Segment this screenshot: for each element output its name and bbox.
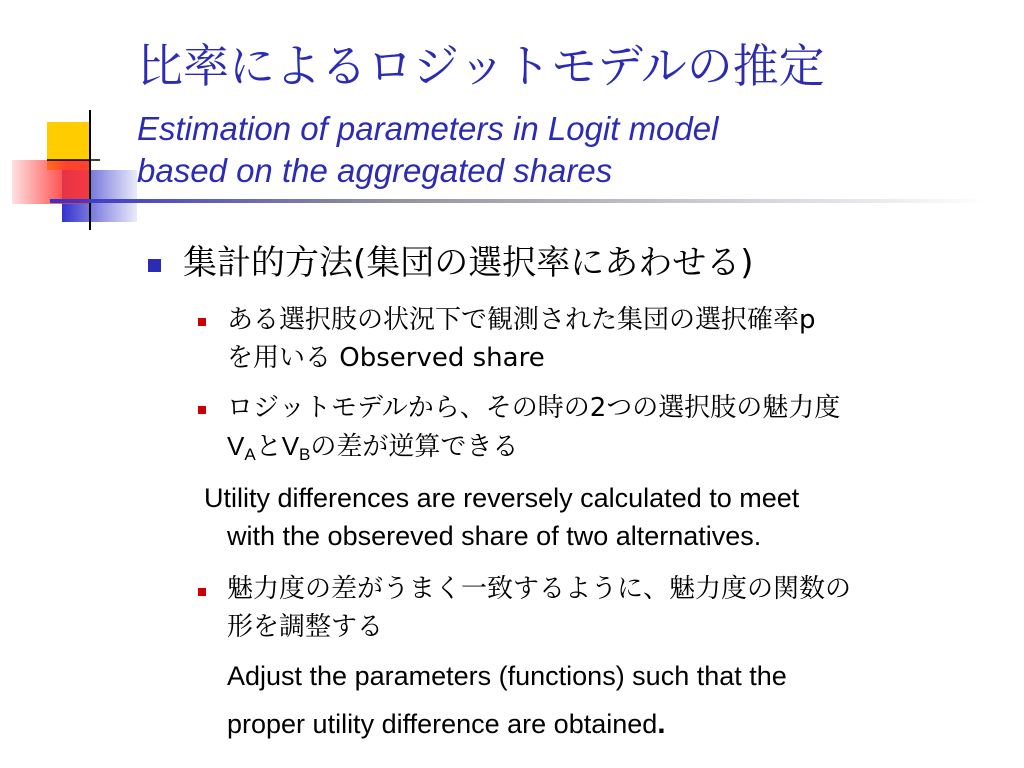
- title-underline: [50, 199, 990, 203]
- sub-bullet-1-line-1: ある選択肢の状況下で観測された集団の選択確率p: [227, 305, 816, 335]
- note-2-line-1: Adjust the parameters (functions) such that the: [227, 661, 787, 691]
- slide-title: 比率によるロジットモデルの推定: [137, 39, 825, 93]
- sub-bullet-2-icon: [198, 406, 206, 414]
- sub-bullet-3-icon: [198, 588, 206, 596]
- sub-bullet-2-line-1: ロジットモデルから、その時の2つの選択肢の魅力度: [227, 393, 841, 423]
- sub-bullet-3-line-2: 形を調整する: [227, 612, 384, 642]
- note-1-line-1: Utility differences are reversely calculated to meet: [204, 483, 800, 513]
- sub-bullet-3-line-1: 魅力度の差がうまく一致するように、魅力度の関数の: [227, 574, 852, 604]
- note-1-line-2: with the obsereved share of two alternatives.: [227, 521, 762, 551]
- slide-subtitle: [137, 108, 718, 192]
- red-square: [12, 160, 90, 204]
- main-bullet-text: 集計的方法(集団の選択率にあわせる): [183, 243, 754, 283]
- subtitle-line-1: Estimation of parameters in Logit model: [137, 110, 719, 147]
- note-2-line-2: proper utility difference are obtained.: [227, 707, 666, 740]
- subtitle-line-2: based on the aggregated shares: [137, 152, 613, 189]
- sub-bullet-2-line-2: $V_A$と$V_B$の差が逆算できる: [227, 431, 519, 464]
- main-bullet-icon: [148, 259, 161, 272]
- corner-decoration: [0, 0, 150, 240]
- sub-bullet-1-line-2: を用いる Observed share: [227, 343, 545, 373]
- sub-bullet-1-icon: [198, 318, 206, 326]
